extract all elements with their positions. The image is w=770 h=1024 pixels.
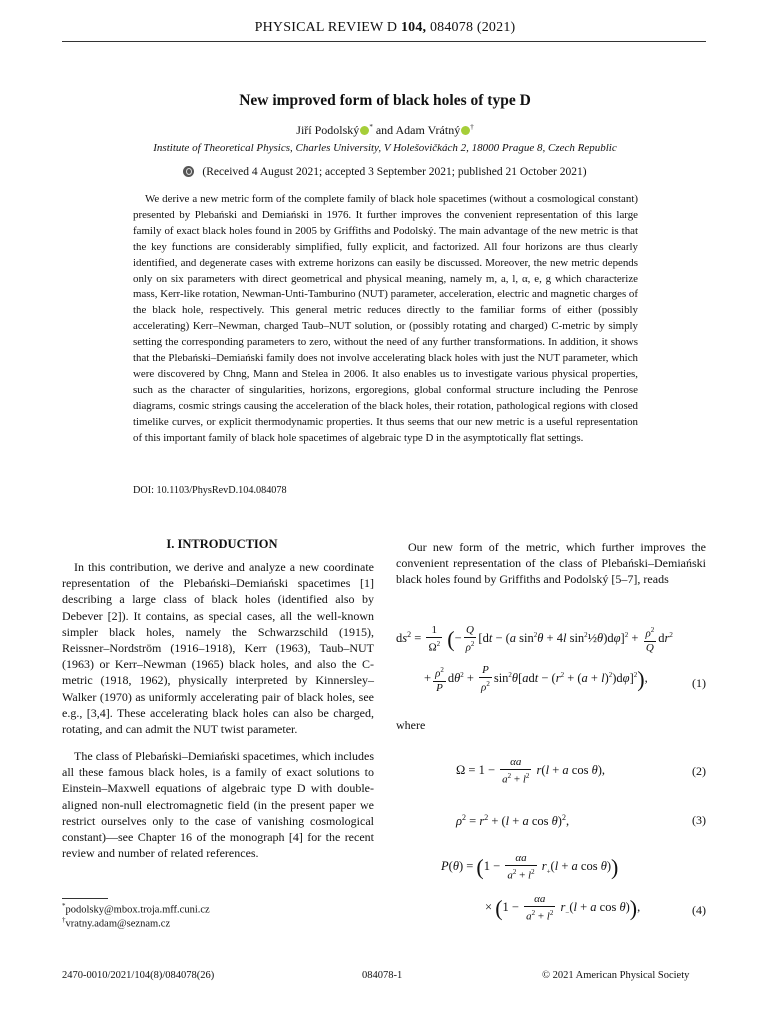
footer-page-number: 084078-1 <box>362 970 403 981</box>
footnote-2 <box>62 916 170 930</box>
journal-header <box>0 20 770 36</box>
equation-3: $\rho^2 = r^2 + (l + a$ cos θ)$^2$, <box>456 813 570 829</box>
received-dates: (Received 4 August 2021; accepted 3 September 2021; published 21 October 2021) <box>202 166 587 178</box>
intro-paragraph-2: The class of Plebański–Demiański spacetimes, which includes all these famous black holes, is a family of exact solutions to Einstein–Maxwell equations of algebraic type D with double-aligned non-null electromagnetic field (in the present paper we restrict ourselves only to the case of vanishing cosmological constant)—see Chapter 16 of the monograph [4] for the recent review and number of related references. <box>62 749 374 861</box>
author-line <box>0 123 770 138</box>
footer-copyright: © 2021 American Physical Society <box>542 970 690 981</box>
received-line <box>0 166 770 178</box>
journal-volume: 104, <box>400 20 427 35</box>
equation-1-line-1: $ds^2$ = $\frac{1}{\Omega^2}$ (− $\frac{Q}{\rho^2}$ [dt − (a $\sin^2\theta + 4l$ $\sin^2\frac{1}{2}\theta)d\varphi]^2$ + $\frac{\rho^2}{Q}$ $dr^2$ <box>396 624 673 654</box>
equation-3-number: (3) <box>692 813 706 827</box>
check-for-updates-icon[interactable] <box>183 166 194 177</box>
equation-1-number: (1) <box>692 676 706 690</box>
author-and: and <box>375 123 394 137</box>
doi-link[interactable]: DOI: 10.1103/PhysRevD.104.084078 <box>133 485 287 496</box>
equation-4-number: (4) <box>692 903 706 917</box>
footnote-2-mark: † <box>62 916 66 924</box>
footnote-1 <box>62 902 210 916</box>
author-2-mark: † <box>470 123 474 131</box>
article-number: 084078 (2021) <box>429 20 516 35</box>
footnote-1-email[interactable]: podolsky@mbox.troja.mff.cuni.cz <box>65 904 210 916</box>
header-rule <box>62 41 706 42</box>
footer-issn: 2470-0010/2021/104(8)/084078(26) <box>62 970 215 981</box>
orcid-icon[interactable] <box>461 126 470 135</box>
equation-2: Ω = 1 − $\frac{\alpha a}{a^2 + l^2}$ r(l + a cos θ), <box>456 756 605 786</box>
equation-1-line-2: + $\frac{\rho^2}{P}$ $d\theta^2$ + $\frac{P}{\rho^2}$ $\sin^2\theta[adt - (r^2 + (a + l)^2)d\varphi]^2$), <box>424 664 648 694</box>
author-2[interactable]: Adam Vrátný <box>395 123 461 137</box>
orcid-icon[interactable] <box>360 126 369 135</box>
paper-title: New improved form of black holes of type D <box>239 92 531 109</box>
author-1-mark: * <box>369 123 373 131</box>
abstract: We derive a new metric form of the complete family of black hole spacetimes (without a cosmological constant) presented by Plebański and Demiański in 1976. It further improves the convenient representation of this large family of exact black holes found in 2005 by Griffiths and Podolský. The main advantage of the new metric is that the key functions are considerably simplified, fully explicit, and factorized. All four horizons are thus clearly identified, and degenerate cases with extreme horizons can easily be discussed. Moreover, the new metric depends only on six parameters with direct geometrical and physical meaning, namely m, a, l, α, e, g which characterize mass, Kerr-like rotation, Newman-Unti-Tamburino (NUT) parameter, acceleration, electric and magnetic charges of the black hole, respectively. This general metric reduces directly to the familiar forms of either (possibly accelerating) Kerr–Newman, charged Taub–NUT solution, or (possibly rotating and charged) C-metric by simply setting the corresponding parameters to zero, without the need of any further transformations. In addition, it shows that the Plebański–Demiański family does not involve accelerating black holes with just the NUT parameter, which were discovered by Chng, Mann and Stelea in 2006. It also enables us to investigate various physical properties, such as the character of singularities, horizons, ergoregions, global conformal structure including the Penrose diagrams, cosmic strings causing the acceleration of the black holes, their rotation, pathological regions with closed timelike curves, or explicit thermodynamic properties. It thus seems that our new metric is a useful representation of this important family of black hole spacetimes of algebraic type D in the asymptotically flat settings. <box>133 193 638 444</box>
intro-paragraph-1: In this contribution, we derive and analyze a new coordinate representation of the Plebański–Demiański spacetimes [1] describing a large class of black holes (identified also by Debever [2]). It contains, as special cases, all the well-known simpler black holes, namely the Schwarzschild (1915), Reissner–Nordström (1916–1918), Kerr (1963), Taub–NUT (1963) or Kerr–Newman (1965) black holes, and also the C-metric (1918, 1962), physically interpreted by Kinnersley–Walker (1970) as uniformly accelerating pair of black holes, see e.g., [3,4]. These accelerating black holes can also be charged, rotating, and can admit the NUT twist parameter. <box>62 560 374 737</box>
equation-4-line-2: × (1 − $\frac{\alpha a}{a^2 + l^2}$ $r_-(l + a$ cos θ)), <box>485 893 641 923</box>
footnote-2-email[interactable]: vratny.adam@seznam.cz <box>65 918 171 930</box>
section-heading: I. INTRODUCTION <box>166 537 278 551</box>
affiliation: Institute of Theoretical Physics, Charles University, V Holešovičkách 2, 18000 Prague 8, Czech Republic <box>153 142 617 154</box>
equation-2-number: (2) <box>692 764 706 778</box>
where-text: where <box>396 718 426 732</box>
author-1[interactable]: Jiří Podolský <box>296 123 360 137</box>
footnote-1-mark: * <box>62 902 66 910</box>
journal-name: PHYSICAL REVIEW D <box>254 20 398 35</box>
footnote-rule <box>62 898 108 899</box>
right-paragraph-1: Our new form of the metric, which further improves the convenient representation of the class of Plebański–Demiański black holes found by Griffiths and Podolský [5–7], reads <box>396 540 706 587</box>
equation-4-line-1: P(θ) = (1 − $\frac{\alpha a}{a^2 + l^2}$ $r_+(l + a$ cos θ)) <box>441 852 619 882</box>
